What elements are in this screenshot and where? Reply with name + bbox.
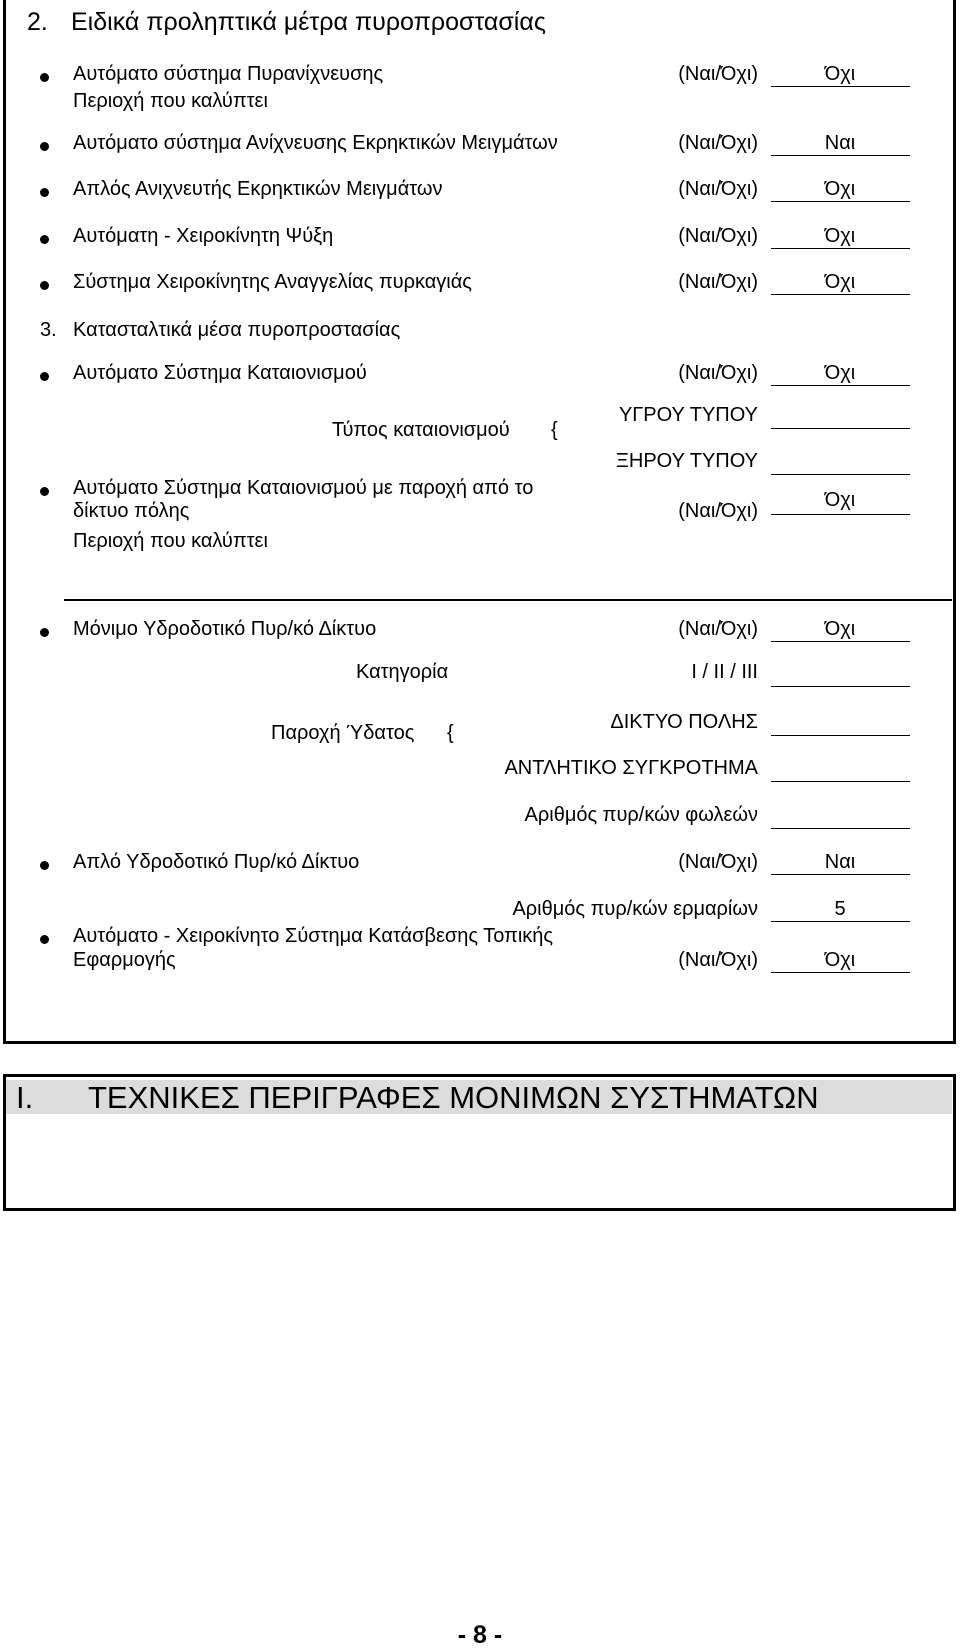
section-2-title: Ειδικά προληπτικά μέτρα πυροπροστασίας xyxy=(71,8,546,36)
yes-no-hint: (Ναι/Όχι) xyxy=(678,851,758,873)
city-sprinkler-label-line2: δίκτυο πόλης xyxy=(73,500,190,522)
hydrant-boxes-label: Αριθμός πυρ/κών φωλεών xyxy=(524,804,758,826)
wet-type-label: ΥΓΡΟΥ ΤΥΠΟΥ xyxy=(618,404,758,426)
yes-no-hint: (Ναι/Όχι) xyxy=(678,225,758,247)
sprinkler-answer[interactable]: Όχι xyxy=(824,362,856,384)
category-values: I / II / III xyxy=(691,661,758,683)
section-3-title: Κατασταλτικά μέσα πυροπροστασίας xyxy=(73,319,401,341)
answer-underline xyxy=(771,874,910,875)
local-system-label-line1: Αυτόματο - Χειροκίνητο Σύστημα Κατάσβεσης Τοπικής xyxy=(73,925,554,947)
answer-underline xyxy=(771,248,910,249)
permanent-network-answer[interactable]: Όχι xyxy=(824,618,856,640)
local-system-label-line2: Εφαρμογής xyxy=(73,949,176,971)
bullet-icon xyxy=(40,628,49,637)
answer-underline xyxy=(771,201,910,202)
city-sprinkler-label-line1: Αυτόματο Σύστημα Καταιονισμού με παροχή από το xyxy=(73,477,534,499)
permanent-network-label: Μόνιμο Υδροδοτικό Πυρ/κό Δίκτυο xyxy=(73,618,377,640)
brace-icon: { xyxy=(551,419,558,441)
category-underline[interactable] xyxy=(771,686,910,687)
answer-underline xyxy=(771,155,910,156)
simple-explosive-detector-answer[interactable]: Όχι xyxy=(824,178,856,200)
sprinkler-label: Αυτόματο Σύστημα Καταιονισμού xyxy=(73,362,367,384)
answer-underline xyxy=(771,921,910,922)
section-2-number: 2. xyxy=(27,8,48,36)
section-I-number: I. xyxy=(16,1080,34,1115)
answer-underline xyxy=(771,972,910,973)
city-sprinkler-coverage-label: Περιοχή που καλύπτει xyxy=(73,530,268,552)
yes-no-hint: (Ναι/Όχι) xyxy=(678,132,758,154)
answer-underline xyxy=(771,514,910,515)
section-divider xyxy=(64,599,952,601)
simple-explosive-detector-label: Απλός Ανιχνευτής Εκρηκτικών Μειγμάτων xyxy=(73,178,443,200)
simple-network-answer[interactable]: Ναι xyxy=(824,851,856,873)
bullet-icon xyxy=(40,142,49,151)
fire-detection-answer[interactable]: Όχι xyxy=(824,63,856,85)
cooling-label: Αυτόματη - Χειροκίνητη Ψύξη xyxy=(73,225,334,247)
dry-type-underline[interactable] xyxy=(771,474,910,475)
yes-no-hint: (Ναι/Όχι) xyxy=(678,63,758,85)
pump-assembly-label: ΑΝΤΛΗΤΙΚΟ ΣΥΓΚΡΟΤΗΜΑ xyxy=(504,757,758,779)
wet-type-underline[interactable] xyxy=(771,428,910,429)
section-I-title: ΤΕΧΝΙΚΕΣ ΠΕΡΙΓΡΑΦΕΣ ΜΟΝΙΜΩΝ ΣΥΣΤΗΜΑΤΩΝ xyxy=(88,1080,819,1115)
page-number: - 8 - xyxy=(457,1621,503,1649)
answer-underline xyxy=(771,385,910,386)
bullet-icon xyxy=(40,935,49,944)
manual-fire-alarm-answer[interactable]: Όχι xyxy=(824,271,856,293)
yes-no-hint: (Ναι/Όχι) xyxy=(678,949,758,971)
city-sprinkler-answer[interactable]: Όχι xyxy=(824,489,856,511)
section-3-number: 3. xyxy=(40,319,57,341)
brace-icon: { xyxy=(447,722,454,744)
city-network-underline[interactable] xyxy=(771,735,910,736)
cabinets-value[interactable]: 5 xyxy=(834,898,846,920)
city-network-label: ΔΙΚΤΥΟ ΠΟΛΗΣ xyxy=(610,711,758,733)
local-system-answer[interactable]: Όχι xyxy=(824,949,856,971)
category-label: Κατηγορία xyxy=(356,661,449,683)
cabinets-label: Αριθμός πυρ/κών ερμαρίων xyxy=(512,898,758,920)
dry-type-label: ΞΗΡΟΥ ΤΥΠΟΥ xyxy=(615,450,758,472)
fire-detection-label: Αυτόματο σύστημα Πυρανίχνευσης xyxy=(73,63,384,85)
simple-network-label: Απλό Υδροδοτικό Πυρ/κό Δίκτυο xyxy=(73,851,360,873)
bullet-icon xyxy=(40,188,49,197)
bullet-icon xyxy=(40,372,49,381)
hydrant-boxes-underline[interactable] xyxy=(771,828,910,829)
bullet-icon xyxy=(40,487,49,496)
yes-no-hint: (Ναι/Όχι) xyxy=(678,271,758,293)
answer-underline xyxy=(771,86,910,87)
answer-underline xyxy=(771,641,910,642)
answer-underline xyxy=(771,294,910,295)
bullet-icon xyxy=(40,235,49,244)
sprinkler-type-label: Τύπος καταιονισμού xyxy=(332,419,510,441)
explosive-detection-system-label: Αυτόματο σύστημα Ανίχνευσης Εκρηκτικών Μειγμάτων xyxy=(73,132,558,154)
yes-no-hint: (Ναι/Όχι) xyxy=(678,500,758,522)
bullet-icon xyxy=(40,861,49,870)
cooling-answer[interactable]: Όχι xyxy=(824,225,856,247)
manual-fire-alarm-label: Σύστημα Χειροκίνητης Αναγγελίας πυρκαγιάς xyxy=(73,271,472,293)
bullet-icon xyxy=(40,281,49,290)
yes-no-hint: (Ναι/Όχι) xyxy=(678,618,758,640)
yes-no-hint: (Ναι/Όχι) xyxy=(678,362,758,384)
bullet-icon xyxy=(40,73,49,82)
water-supply-label: Παροχή Ύδατος xyxy=(271,722,415,744)
yes-no-hint: (Ναι/Όχι) xyxy=(678,178,758,200)
pump-assembly-underline[interactable] xyxy=(771,781,910,782)
explosive-detection-system-answer[interactable]: Ναι xyxy=(824,132,856,154)
fire-detection-coverage-label: Περιοχή που καλύπτει xyxy=(73,90,268,112)
